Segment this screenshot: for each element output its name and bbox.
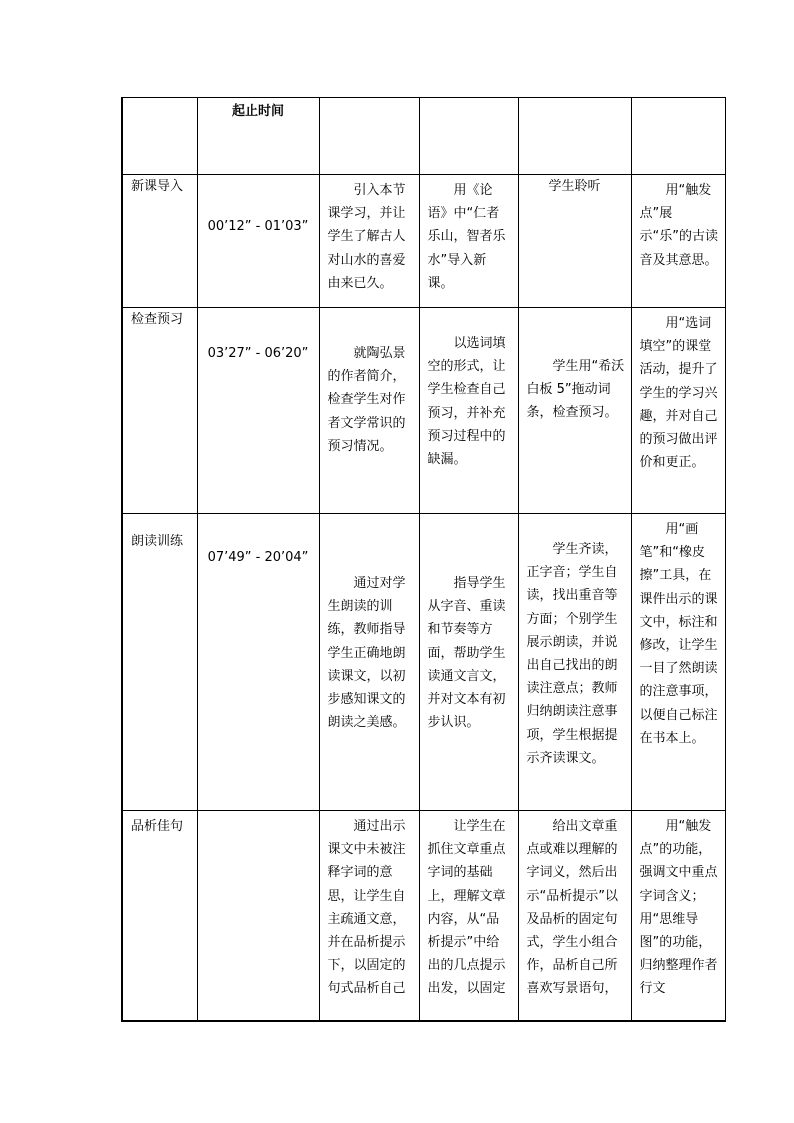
teacher-text: 指导学生从字音、重读和节奏等方面，帮助学生读通文言文，并对文本有初步认识。	[427, 576, 506, 731]
time-cell	[197, 811, 319, 1021]
header-cell-tool	[631, 98, 725, 175]
table-row	[122, 308, 725, 514]
goal-text: 通过对学生朗读的训练，教师指导学生正确地朗读课文，以初步感知课文的朗读之美感。	[327, 576, 406, 731]
header-cell-teacher	[419, 98, 518, 175]
teacher-cell	[419, 811, 518, 1021]
tool-cell	[631, 811, 725, 1021]
student-cell	[518, 514, 631, 811]
time-cell	[197, 175, 319, 308]
lesson-table	[121, 97, 726, 1022]
phase-label: 品析佳句	[131, 819, 184, 834]
student-cell	[518, 811, 631, 1021]
tool-text: 用“触发点”展示“乐”的古读音及其意思。	[639, 183, 718, 268]
tool-text: 用“触发点”的功能，强调文中重点字词含义；用“思维导图”的功能，归纳整理作者行文	[639, 819, 718, 997]
student-text: 学生聆听	[548, 179, 601, 194]
header-time-label: 起止时间	[231, 104, 284, 119]
phase-cell	[122, 811, 197, 1021]
tool-cell	[631, 514, 725, 811]
student-text: 学生用“希沃白板 5”拖动词条，检查预习。	[526, 359, 625, 421]
goal-cell	[319, 811, 419, 1021]
header-cell-phase	[122, 98, 197, 175]
teacher-cell	[419, 175, 518, 308]
time-range	[198, 811, 319, 845]
header-cell-goal	[319, 98, 419, 175]
student-cell	[518, 175, 631, 308]
teacher-text: 用《论语》中“仁者乐山，智者乐水”导入新课。	[427, 183, 506, 291]
phase-label: 检查预习	[131, 312, 184, 327]
teacher-text: 以选词填空的形式，让学生检查自己预习，并补充预习过程中的缺漏。	[427, 336, 506, 468]
teacher-cell	[419, 514, 518, 811]
student-cell	[518, 308, 631, 514]
student-text: 给出文章重点或难以理解的字词义，然后出示“品析提示”以及品析的固定句式，学生小组合作，品析自己所喜欢写景语句，	[526, 819, 618, 997]
time-range: 03’27” - 06’20”	[207, 346, 309, 361]
header-row	[122, 98, 725, 175]
phase-label: 新课导入	[131, 179, 184, 194]
table-row	[122, 514, 725, 811]
goal-text: 通过出示课文中未被注释字词的意思，让学生自主疏通文意，并在品析提示下，以固定的句式品析自己	[327, 819, 406, 997]
time-cell	[197, 514, 319, 811]
goal-text: 就陶弘景的作者简介，检查学生对作者文学常识的预习情况。	[327, 346, 406, 454]
teacher-cell	[419, 308, 518, 514]
phase-cell	[122, 308, 197, 514]
phase-cell	[122, 175, 197, 308]
phase-label: 朗读训练	[131, 534, 184, 549]
tool-text: 用“画笔”和“橡皮擦”工具，在课件出示的课文中，标注和修改，让学生一目了然朗读的注意事项，以便自己标注在书本上。	[639, 522, 718, 746]
tool-cell	[631, 175, 725, 308]
header-cell-student	[518, 98, 631, 175]
tool-text: 用“选词填空”的课堂活动，提升了学生的学习兴趣，并对自己的预习做出评价和更正。	[639, 316, 718, 471]
goal-cell	[319, 308, 419, 514]
teacher-text: 让学生在抓住文章重点字词的基础上，理解文章内容，从“品析提示”中给出的几点提示出发，以固定	[427, 819, 506, 997]
table-row	[122, 175, 725, 308]
header-cell-time	[197, 98, 319, 175]
table-row	[122, 811, 725, 1021]
phase-cell	[122, 514, 197, 811]
goal-text: 引入本节课学习，并让学生了解古人对山水的喜爱由来已久。	[327, 183, 406, 291]
time-range: 00’12” - 01’03”	[207, 219, 309, 234]
tool-cell	[631, 308, 725, 514]
goal-cell	[319, 514, 419, 811]
time-range: 07’49” - 20’04”	[207, 550, 309, 565]
goal-cell	[319, 175, 419, 308]
time-cell	[197, 308, 319, 514]
student-text: 学生齐读，正字音；学生自读，找出重音等方面；个别学生展示朗读，并说出自己找出的朗读注意点；教师归纳朗读注意事项，学生根据提示齐读课文。	[526, 542, 618, 766]
